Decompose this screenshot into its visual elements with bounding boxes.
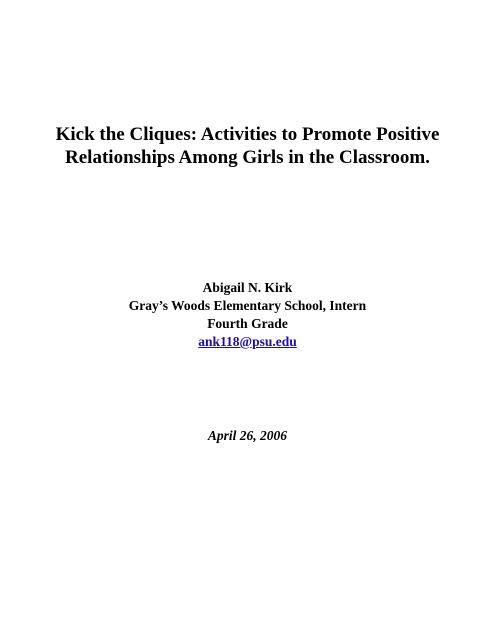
author-block — [0, 279, 495, 351]
author-name: Abigail N. Kirk — [202, 280, 293, 295]
email-link[interactable]: ank118@psu.edu — [198, 334, 297, 349]
document-date: April 26, 2006 — [207, 428, 288, 443]
title-line-2: Relationships Among Girls in the Classroom. — [65, 147, 430, 168]
grade-level: Fourth Grade — [207, 316, 288, 331]
school-affiliation: Gray’s Woods Elementary School, Intern — [128, 298, 367, 313]
title-line-1: Kick the Cliques: Activities to Promote Positive — [55, 124, 440, 145]
document-title — [0, 123, 495, 169]
